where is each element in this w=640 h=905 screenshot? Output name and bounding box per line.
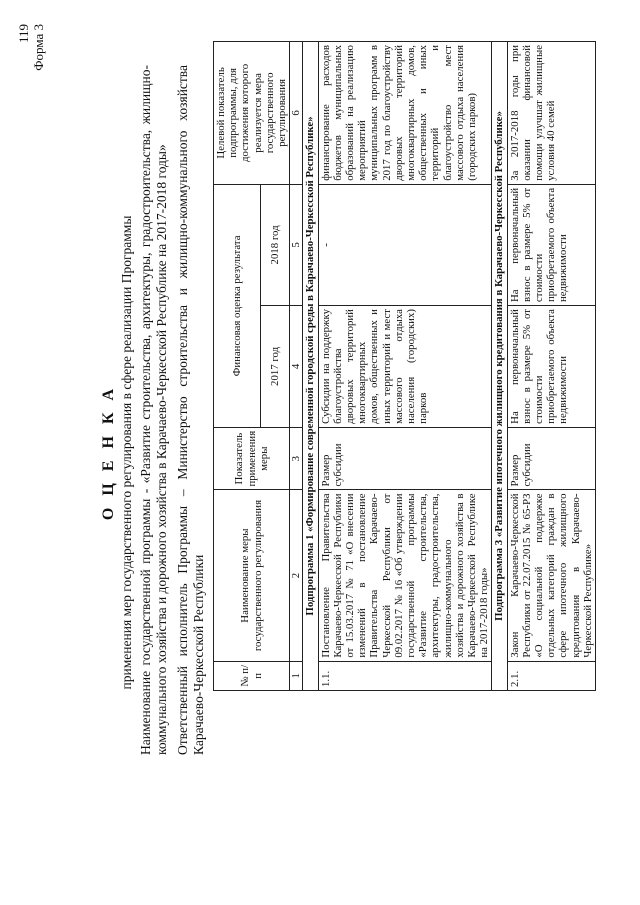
table-row (507, 42, 595, 691)
col-header-2017: 2017 год (261, 306, 290, 428)
col-header-2018: 2018 год (261, 184, 290, 305)
row-eval-2018: На первоначальный взнос в размере 5% от стоимости приобретаемого объекта недвижимости (507, 184, 595, 305)
col-number: 5 (290, 184, 303, 305)
row-target: За 2017-2018 годы при оказании финансовой помощи улучшат жилищные условия 40 семей (507, 42, 595, 185)
document-subheading: применения мер государственного регулирования в сфере реализации Программы (119, 215, 134, 690)
form-label: Форма 3 (31, 24, 46, 71)
section-title: Подпрограмма 1 «Формирование современной городской среды в Карачаево-Черкесской Республике» (303, 42, 318, 691)
measures-table (213, 41, 596, 691)
row-eval-2018: - (318, 184, 492, 305)
col-header-target: Целевой показатель подпрограммы, для достижения которого реализуется мера государственного регулирования (214, 42, 290, 185)
col-header-measure-name: Наименование меры государственного регулирования (214, 490, 290, 661)
page-corner (16, 24, 46, 71)
col-header-financial-eval: Финансовая оценка результата (214, 184, 261, 427)
row-eval-2017: Субсидии на поддержку благоустройства дворовых территорий многоквартирных домов, общественных и иных территорий и мест массового отдыха населения (городских) парков (318, 306, 492, 428)
document-heading: О Ц Е Н К А (100, 384, 117, 521)
row-target: финансирование расходов бюджетов муниципальных образований на реализацию мероприятий муниципальных программ в 2017 год по благоустройству дворовых территорий многоквартирных домов, общественных и иных территорий и благоустройство мест массового отдыха населения (городских парков) (318, 42, 492, 185)
section-row (492, 42, 507, 691)
table-row (318, 42, 492, 691)
section-title: Подпрограмма 3 «Развитие ипотечного жилищного кредитования в Карачаево-Черкесской Республике» (492, 42, 507, 691)
row-eval-2017: На первоначальный взнос в размере 5% от стоимости приобретаемого объекта недвижимости (507, 306, 595, 428)
row-measure-name: Закон Карачаево-Черкесской Республики от 22.07.2015 № 65-РЗ «О социальной поддержке отдельных категорий граждан в сфере ипотечного жилищного кредитования в Карачаево-Черкесской Республике» (507, 490, 595, 661)
program-name: Наименование государственной программы - «Развитие строительства, архитектуры, градостроительства, жилищно-коммунального хозяйства и дорожного хозяйства в Карачаево-Черкесской Республике на 2017-2018 годы» (138, 65, 169, 755)
row-num: 2.1. (507, 661, 595, 690)
section-row (303, 42, 318, 691)
column-number-row (290, 42, 303, 691)
col-header-num: № п/п (214, 661, 290, 690)
col-header-indicator: Показатель применения меры (214, 427, 290, 490)
col-number: 6 (290, 42, 303, 185)
row-num: 1.1. (318, 661, 492, 690)
col-number: 3 (290, 427, 303, 490)
page-number: 119 (16, 24, 31, 44)
responsible-executor: Ответственный исполнитель Программы – Министерство строительства и жилищно-коммунального хозяйства Карачаево-Черкесской Республики (175, 65, 206, 755)
col-number: 1 (290, 661, 303, 690)
col-number: 2 (290, 490, 303, 661)
col-number: 4 (290, 306, 303, 428)
row-indicator: Размер субсидии (318, 427, 492, 490)
row-measure-name: Постановление Правительства Карачаево-Черкесской Республики от 15.03.2017 № 71 «О внесении изменений в постановление Правительства Карачаево-Черкесской Республики от 09.02.2017 № 16 «Об утверждении государственной программы «Развитие строительства, архитектуры, градостроительства, жилищно-коммунального хозяйства и дорожного хозяйства в Карачаево-Черкесской Республике на 2017-2018 годы» (318, 490, 492, 661)
header-row (214, 42, 261, 691)
row-indicator: Размер субсидии (507, 427, 595, 490)
